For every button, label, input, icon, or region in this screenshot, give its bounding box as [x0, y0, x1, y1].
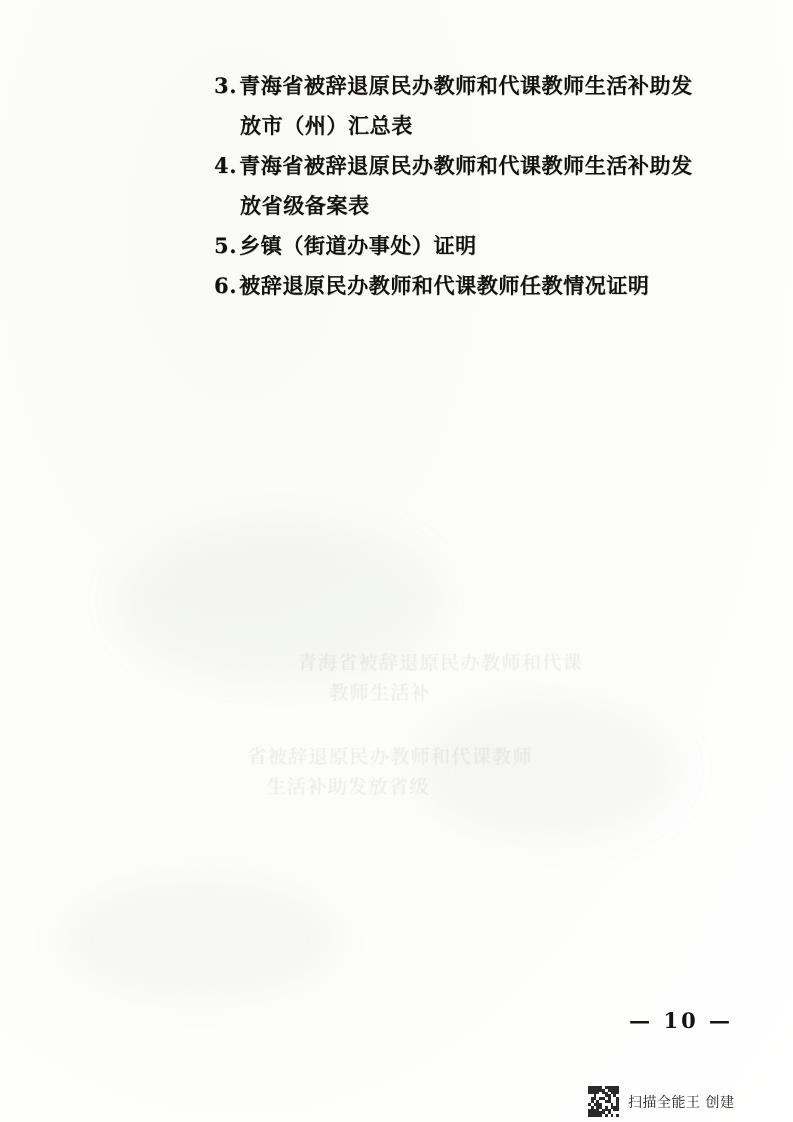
bleed-through-text-2: 教师生活补	[328, 682, 432, 704]
camscanner-watermark	[588, 1086, 734, 1117]
list-item-text: 放市（州）汇总表	[240, 113, 413, 138]
list-item	[214, 66, 734, 106]
list-item-number: 3.	[214, 73, 238, 98]
list-item-number: 6.	[214, 273, 238, 298]
list-item-text: 青海省被辞退原民办教师和代课教师生活补助发	[239, 153, 693, 178]
list-item-text: 青海省被辞退原民办教师和代课教师生活补助发	[239, 73, 693, 98]
list-item-number: 4.	[214, 153, 238, 178]
list-item-text: 乡镇（街道办事处）证明	[239, 233, 477, 258]
watermark-label: 扫描全能王 创建	[628, 1094, 735, 1111]
list-item	[214, 266, 734, 306]
list-item-continuation	[214, 106, 734, 146]
list-item-text: 放省级备案表	[240, 193, 370, 218]
scan-blotch	[420, 700, 680, 840]
list-item-number: 5.	[214, 233, 238, 258]
scan-blotch	[60, 880, 340, 1000]
list-item-text: 被辞退原民办教师和代课教师任教情况证明	[239, 273, 650, 298]
qr-code-icon	[588, 1086, 619, 1117]
list-item	[214, 226, 734, 266]
document-body	[214, 66, 734, 306]
bleed-through-text-3: 省被辞退原民办教师和代课教师	[247, 746, 533, 768]
list-item	[214, 146, 734, 186]
bleed-through-text-1: 青海省被辞退原民办教师和代课	[297, 652, 583, 674]
list-item-continuation	[214, 186, 734, 226]
bleed-through-text-4: 生活补助发放省级	[266, 776, 430, 798]
page-number: — 10 —	[629, 1008, 733, 1033]
